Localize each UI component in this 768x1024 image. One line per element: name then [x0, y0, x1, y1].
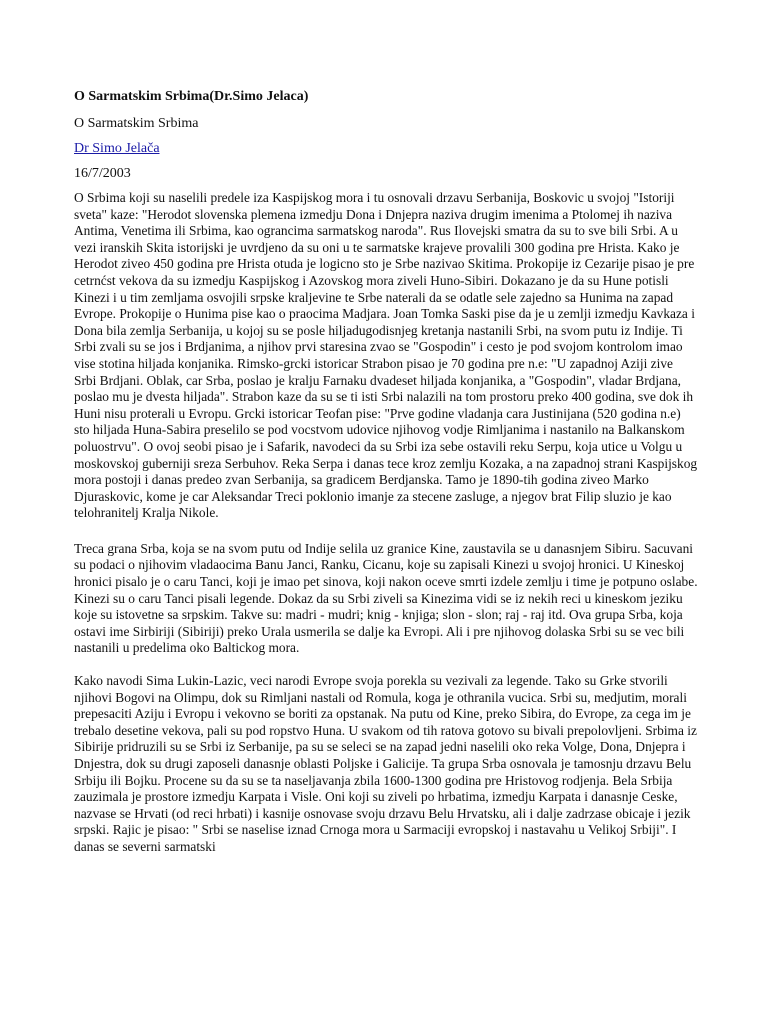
article: [74, 88, 698, 856]
article-title: O Sarmatskim Srbima(Dr.Simo Jelaca): [74, 89, 309, 104]
paragraph-3: Kako navodi Sima Lukin-Lazic, veci narodi Evrope svoja porekla su vezivali za legende. Tako su Grke stvorili njihovi Bogovi na Olimpu, dok su Rimljani nastali od Romula, koga je othranila vucica. Srbi su, medjutim, morali prepesaciti Aziju i Evropu i vekovno se boriti za opstanak. Na putu od Kine, preko Sibira, do Evrope, za cega im je trebalo desetine vekova, pali su pod ropstvo Huna. U svakom od tih ratova gotovo su bivali prepolovljeni. Srbima iz Sibirije pridruzili su se Srbi iz Serbanije, pa su se seleci se na zapad jedni naselili oko reka Volge, Dona, Dnjepra i Dnjestra, dok su drugi zaposeli danasnje oblasti Poljske i Galicije. Ta grupa Srba osnovala je tamosnju drzavu Belu Srbiju ili Bojku. Procene su da su se ta naseljavanja zbila 1600-1300 godina pre Hristovog rodjenja. Bela Srbija zauzimala je prostore izmedju Karpata i Visle. Oni koji su ziveli po hrbatima, izmedju Karpata i danasnje Ceske, nazvase se Hrvati (od reci hrbati) i kasnije osnovase svoju drzavu Belu Hrvatsku, ali i dalje zadrzase obicaje i jezik srpski. Rajic je pisao: " Srbi se naselise iznad Crnoga mora u Sarmaciji evropskoj i nastavahu u Velikoj Srbiji". I danas se severni sarmatski: [74, 673, 697, 854]
article-subtitle: O Sarmatskim Srbima: [74, 116, 199, 131]
author-link[interactable]: Dr Simo Jelača: [74, 141, 160, 156]
paragraph-1: O Srbima koji su naselili predele iza Kaspijskog mora i tu osnovali drzavu Serbanija, Boskovic u svojoj "Istoriji sveta" kaze: "Herodot slovenska plemena izmedju Dona i Dnjepra naziva drugim imenima a Ptolomej ih naziva Antima, Venetima ili Srbima, kao ograncima sarmatskog naroda". Rus Ilovejski smatra da su to sve bili Srbi. A u vezi iranskih Skita istorijski je uvrdjeno da su oni u te sarmatske krajeve provalili 300 godina pre Hrista. Kako je Herodot ziveo 450 godina pre Hrista otuda je logicno sto je Srbe nazivao Skitima. Prokopije iz Cezarije pisao je pre cetrnćst vekova da su izmedju Kaspijskog i Azovskog mora ziveli Huno-Sibiri. Dokazano je da su Hune potisli Kinezi i u tim zemljama osvojili srpske kraljevine te Srbe naterali da se odatle sele zajedno sa Hunima na zapad Evrope. Prokopije o Hunima pise kao o praocima Madjara. Joan Tomka Saski pise da je u zemlji izmedju Kavkaza i Dona bila zemlja Serbanija, u kojoj su se posle hiljadugodisnjeg kretanja nastanili Srbi, na svom putu iz Indije. Ti Srbi zvali su se jos i Brdjanima, a njihov prvi staresina zvao se "Gospodin" i cesto je pod svojom kontrolom imao vise stotina hiljada konjanika. Rimsko-grcki istoricar Strabon pisao je 70 godina pre n.e: "U zapadnoj Aziji zive Srbi Brdjani. Oblak, car Srba, poslao je kralju Farnaku dvadeset hiljada konjanika, a "Gospodin", vladar Brdjana, poslao mu je dvesta hiljada". Strabon kaze da su se ti isti Srbi nalazili na tom prostoru preko 400 godina, sve dok ih Huni nisu proterali u Evropu. Grcki istoricar Teofan pise: "Prve godine vladanja cara Justinijana (520 godina n.e) sto hiljada Huna-Sabira preselilo se pod vocstvom udovice njihovog vodje Rimljanima i nastanilo na Balkanskom poluostrvu". O ovoj seobi pisao je i Safarik, navodeci da su Srbi iza sebe ostavili reku Serpu, koja utice u Volgu u moskovskoj guberniji sreza Serbuhov. Reka Serpa i danas tece kroz zemlju Kozaka, a na zapadnoj strani Kaspijskog mora postoji i danas predeo zvan Serbanija, sa gradicem Berdjanska. Tamo je 1890-tih godina ziveo Marko Djuraskovic, kome je car Aleksandar Treci poklonio imanje za stecene zasluge, a njegov brat Filip sluzio je kao telohranitelj Kralja Nikole.: [74, 190, 698, 521]
article-date: 16/7/2003: [74, 166, 131, 181]
paragraph-2: Treca grana Srba, koja se na svom putu od Indije selila uz granice Kine, zaustavila se u danasnjem Sibiru. Sacuvani su podaci o njihovim vladaocima Banu Janci, Ranku, Cicanu, koje su zapisali Kinezi u svojoj hronici. U Kineskoj hronici pisalo je o caru Tanci, koji je imao pet sinova, koji nakon oceve smrti izdele zemlju i time je potpuno oslabe. Kinezi su o caru Tanci pisali legende. Dokaz da su Srbi ziveli sa Kinezima vidi se iz nekih reci u kineskom jeziku koje su istovetne sa srpskim. Takve su: madri - mudri; knig - knjiga; slon - slon; raj - raj itd. Ova grupa Srba, koja ostavi ime Sirbiriji (Sibiriji) preko Urala usmerila se dalje ka Evropi. Ali i pre njihovog dolaska Srbi su se vec bili nastanili u predelima oko Baltickog mora.: [74, 540, 698, 656]
